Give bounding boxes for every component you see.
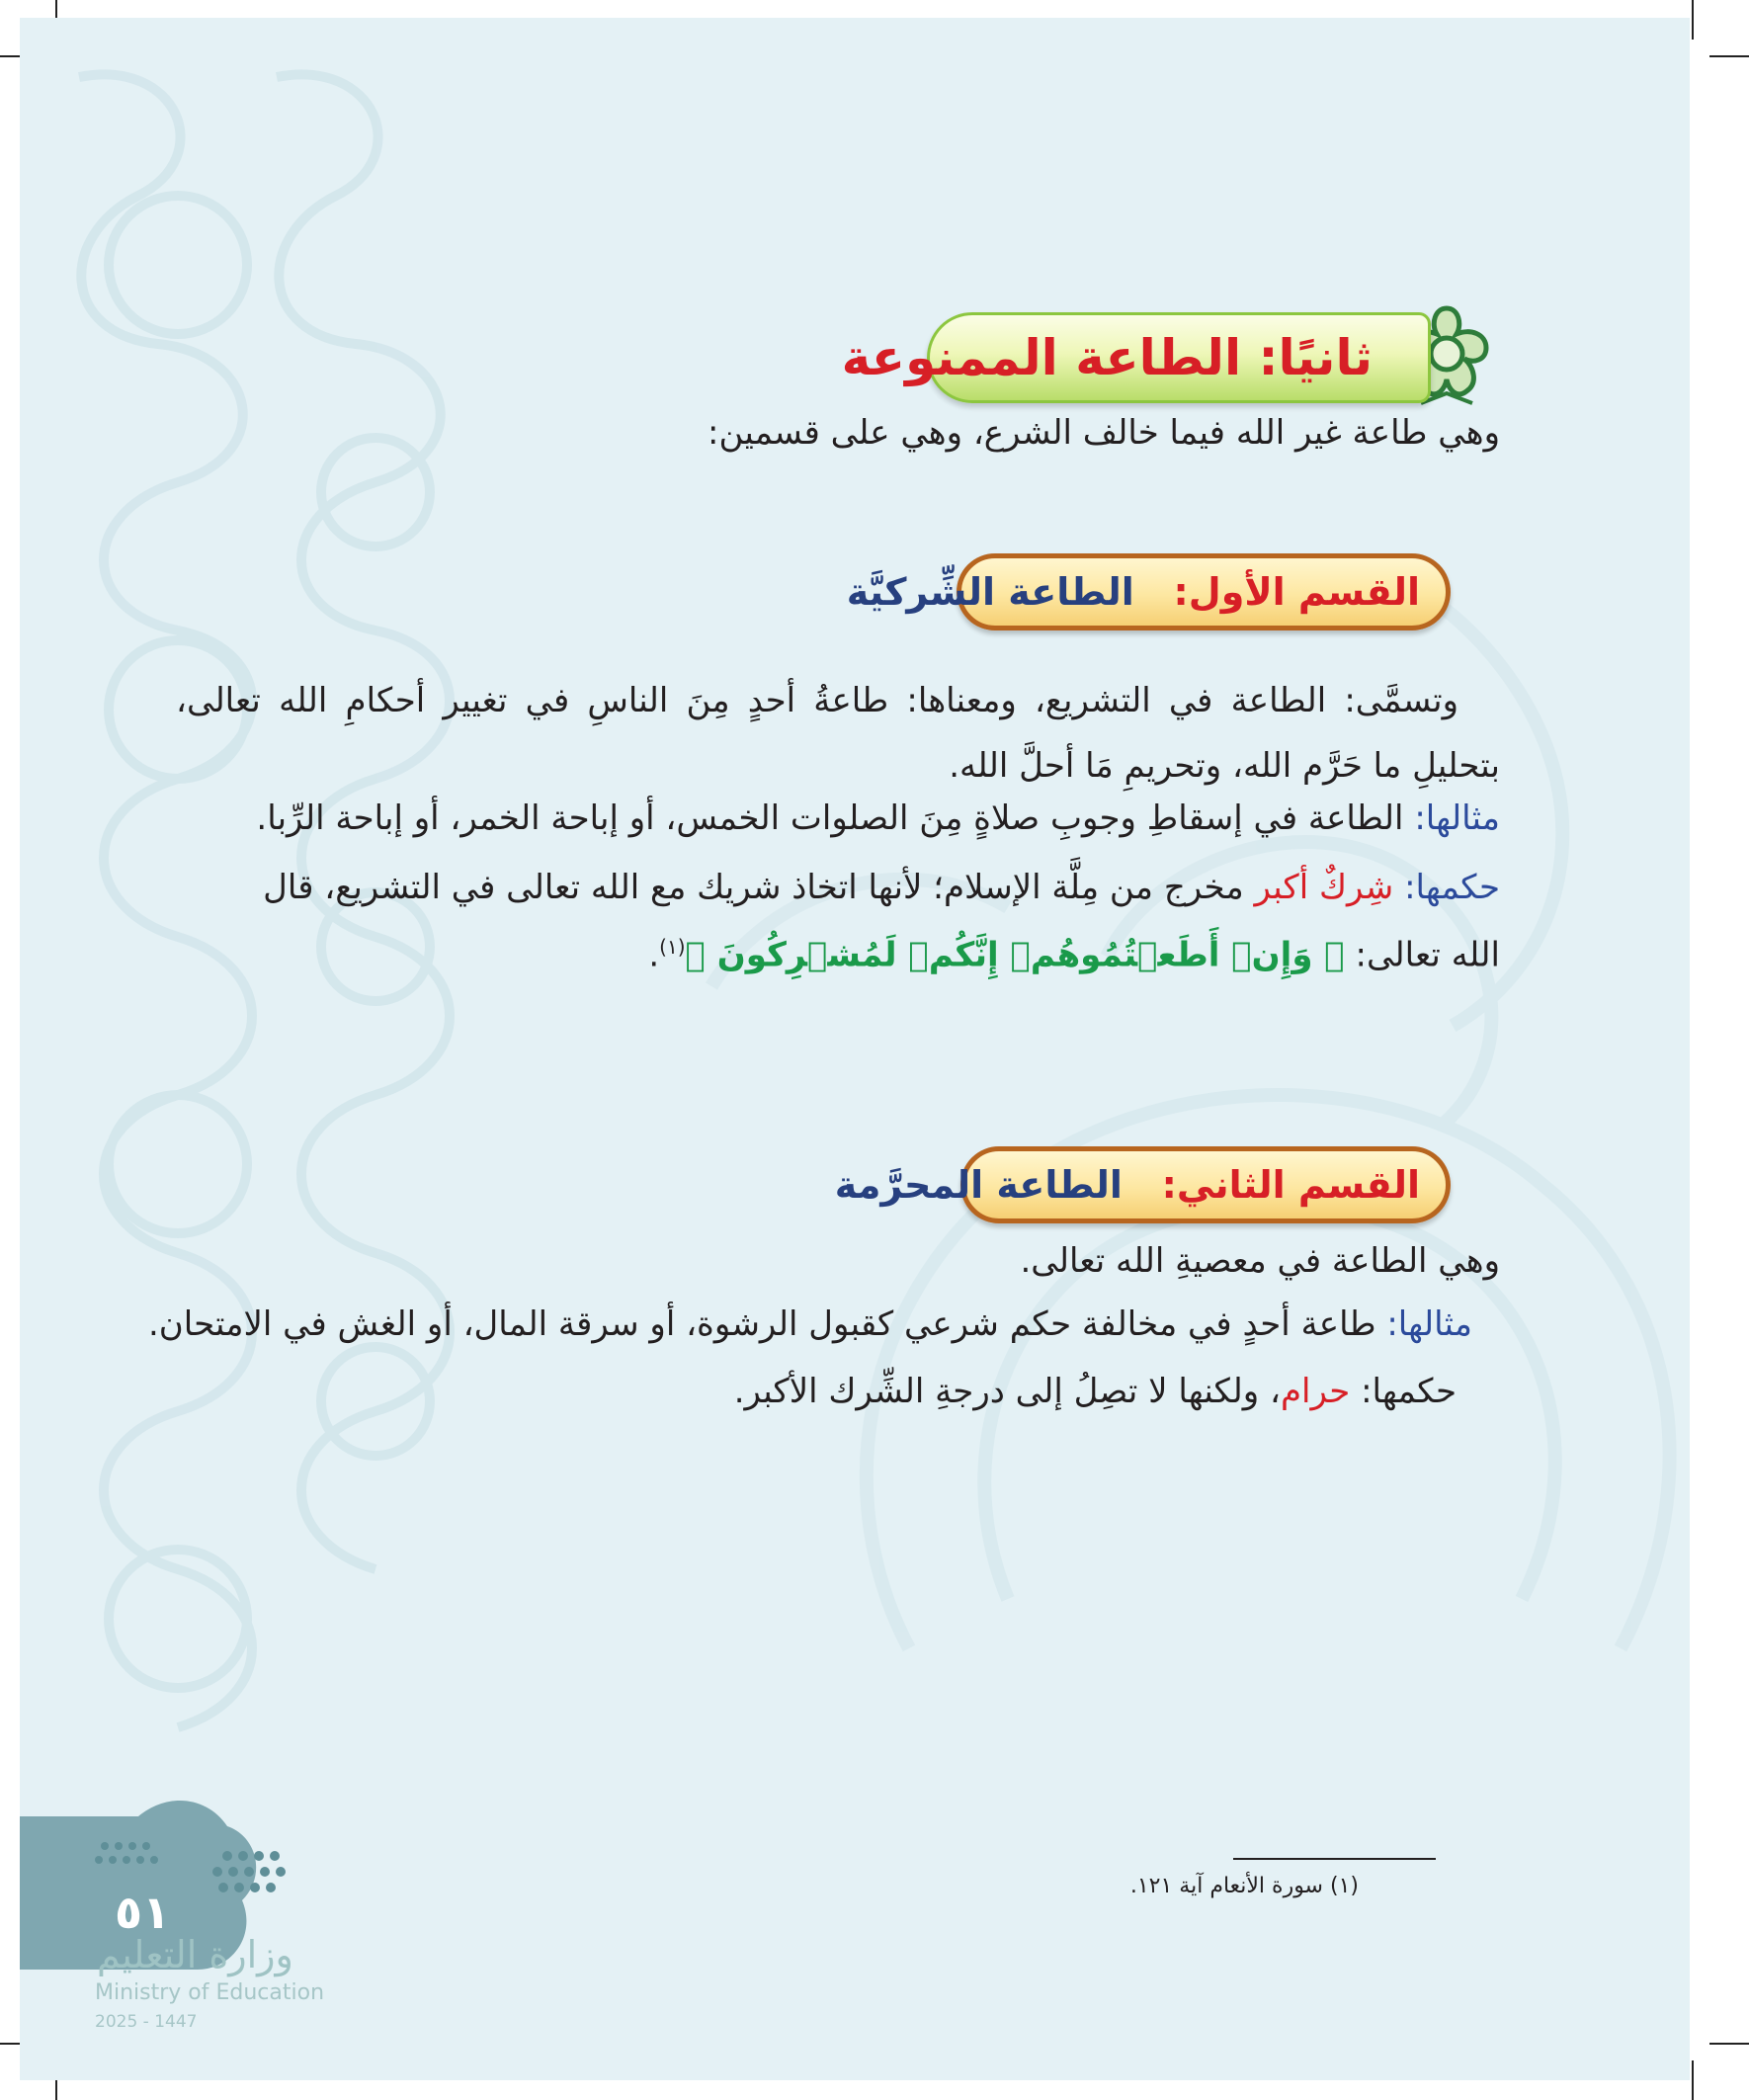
- ruling-text: مخرج من مِلَّة الإسلام؛ لأنها اتخاذ شريك مع الله تعالى في التشريع، قال: [263, 868, 1244, 907]
- page-number: ٥١: [115, 1886, 171, 1939]
- book-page: [20, 18, 1690, 2080]
- ruling-label: حكمها:: [1361, 1372, 1457, 1411]
- part2-definition: وهي الطاعة في معصيةِ الله تعالى.: [1020, 1241, 1500, 1281]
- part1-example: [256, 798, 1500, 838]
- crop-mark: [1692, 2060, 1694, 2100]
- spacer: [1147, 570, 1160, 614]
- quran-verse: ﴿ وَإِنۡ أَطَعۡتُمُوهُمۡ إِنَّكُمۡ لَمُشۡرِكُونَ ﴾: [685, 935, 1345, 975]
- part1-label: القسم الأول:: [1173, 570, 1420, 614]
- crop-mark: [1692, 0, 1694, 40]
- part1-ruling: [263, 868, 1500, 907]
- crop-mark: [1709, 55, 1749, 57]
- ruling-text: ، ولكنها لا تصِلُ إلى درجةِ الشِّرك الأكبر.: [733, 1372, 1281, 1411]
- ruling-highlight: حرام: [1280, 1372, 1351, 1411]
- ruling-label: حكمها:: [1404, 868, 1500, 907]
- part1-heading-bar: [846, 553, 1451, 630]
- crop-mark: [1709, 2043, 1749, 2045]
- part1-name: الطاعة الشِّركيَّة: [846, 570, 1134, 614]
- example-text: طاعة أحدٍ في مخالفة حكم شرعي كقبول الرشوة، أو سرقة المال، أو الغش في الامتحان.: [147, 1304, 1376, 1344]
- part2-label: القسم الثاني:: [1161, 1163, 1420, 1207]
- spacer: [1135, 1163, 1148, 1207]
- intro-text: وهي طاعة غير الله فيما خالف الشرع، وهي على قسمين:: [707, 413, 1500, 453]
- ministry-name-english: Ministry of Education: [95, 1980, 325, 2005]
- part2-ruling: [734, 1372, 1457, 1411]
- part2-heading-bar: [834, 1146, 1451, 1223]
- example-label: مثالها:: [1414, 798, 1500, 838]
- quote-end: .: [648, 935, 660, 975]
- ruling-highlight: شِركٌ أكبر: [1254, 868, 1394, 907]
- edition-year: 2025 - 1447: [95, 2012, 198, 2032]
- part1-definition: وتسمَّى: الطاعة في التشريع، ومعناها: طاعةُ أحدٍ مِنَ الناسِ في تغيير أحكامِ الله تعالى، بتحليلِ ما حَرَّم الله، وتحريمِ مَا أحلَّ الله.: [176, 681, 1500, 786]
- part1-heading: [847, 570, 1420, 614]
- example-text: الطاعة في إسقاطِ وجوبِ صلاةٍ مِنَ الصلوات الخمس، أو إباحة الخمر، أو إباحة الرِّبا.: [256, 798, 1404, 838]
- example-label: مثالها:: [1386, 1304, 1472, 1344]
- ministry-name-arabic: وزارة التعليم: [97, 1933, 293, 1976]
- footnote-divider: [1233, 1858, 1436, 1860]
- part1-quote: [648, 935, 1500, 974]
- footnote: (١) سورة الأنعام آية ١٢١.: [1129, 1874, 1359, 1898]
- footnote-ref: (١): [659, 935, 686, 959]
- section-title: ثانيًا: الطاعة الممنوعة: [841, 329, 1373, 386]
- section-title-bar: [841, 312, 1431, 403]
- part2-name: الطاعة المحرَّمة: [834, 1163, 1123, 1207]
- part2-heading: [835, 1163, 1420, 1207]
- quote-intro: الله تعالى:: [1355, 935, 1500, 975]
- part2-example: [148, 1304, 1472, 1344]
